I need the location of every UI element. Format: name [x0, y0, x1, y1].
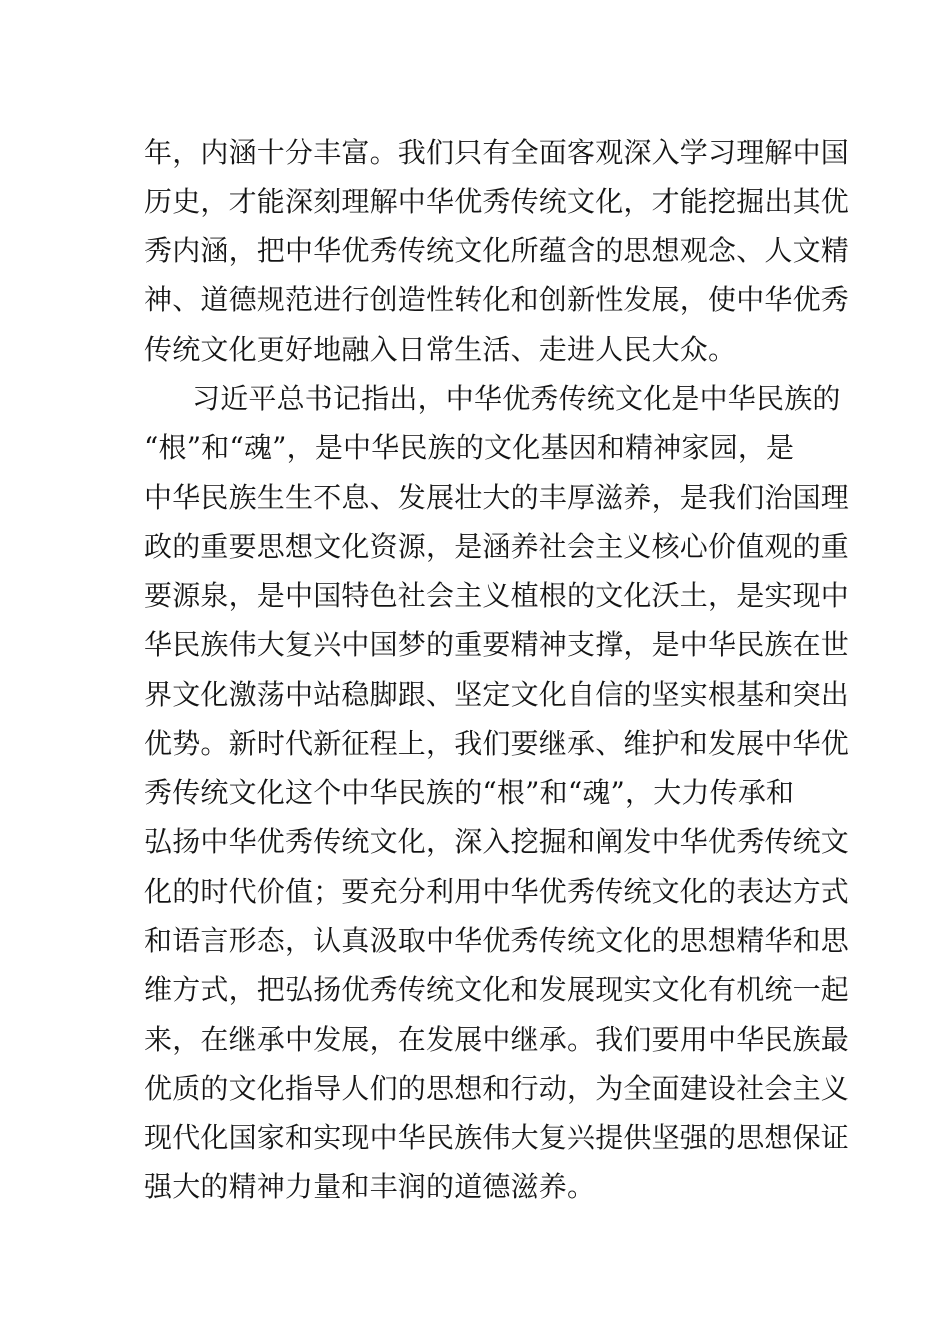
text-line-2: 历史，才能深刻理解中华优秀传统文化，才能挖掘出其优	[144, 185, 850, 218]
text-line-22: 强大的精神力量和丰润的道德滋养。	[144, 1170, 596, 1203]
text-line-18: 维方式，把弘扬优秀传统文化和发展现实文化有机统一起	[144, 973, 850, 1006]
text-line-17: 和语言形态，认真汲取中华优秀传统文化的思想精华和思	[144, 924, 850, 957]
text-line-21: 现代化国家和实现中华民族伟大复兴提供坚强的思想保证	[144, 1121, 850, 1154]
text-line-7: “根”和“魂”，是中华民族的文化基因和精神家园，是	[144, 431, 795, 464]
text-line-14: 秀传统文化这个中华民族的“根”和“魂”，大力传承和	[144, 776, 795, 809]
text-line-4: 神、道德规范进行创造性转化和创新性发展，使中华优秀	[144, 283, 850, 316]
text-line-1: 年，内涵十分丰富。我们只有全面客观深入学习理解中国	[144, 136, 850, 169]
text-line-16: 化的时代价值；要充分利用中华优秀传统文化的表达方式	[144, 875, 850, 908]
text-line-11: 华民族伟大复兴中国梦的重要精神支撑，是中华民族在世	[144, 628, 850, 661]
text-line-8: 中华民族生生不息、发展壮大的丰厚滋养，是我们治国理	[144, 481, 850, 514]
text-line-10: 要源泉，是中国特色社会主义植根的文化沃土，是实现中	[144, 579, 850, 612]
text-line-20: 优质的文化指导人们的思想和行动，为全面建设社会主义	[144, 1072, 850, 1105]
text-line-5: 传统文化更好地融入日常生活、走进人民大众。	[144, 333, 737, 366]
text-line-6: 习近平总书记指出，中华优秀传统文化是中华民族的	[192, 382, 841, 415]
text-line-13: 优势。新时代新征程上，我们要继承、维护和发展中华优	[144, 727, 850, 760]
text-line-3: 秀内涵，把中华优秀传统文化所蕴含的思想观念、人文精	[144, 234, 850, 267]
text-line-12: 界文化激荡中站稳脚跟、坚定文化自信的坚实根基和突出	[144, 678, 850, 711]
text-line-19: 来，在继承中发展，在发展中继承。我们要用中华民族最	[144, 1023, 850, 1056]
text-line-9: 政的重要思想文化资源，是涵养社会主义核心价值观的重	[144, 530, 850, 563]
text-line-15: 弘扬中华优秀传统文化，深入挖掘和阐发中华优秀传统文	[144, 825, 850, 858]
